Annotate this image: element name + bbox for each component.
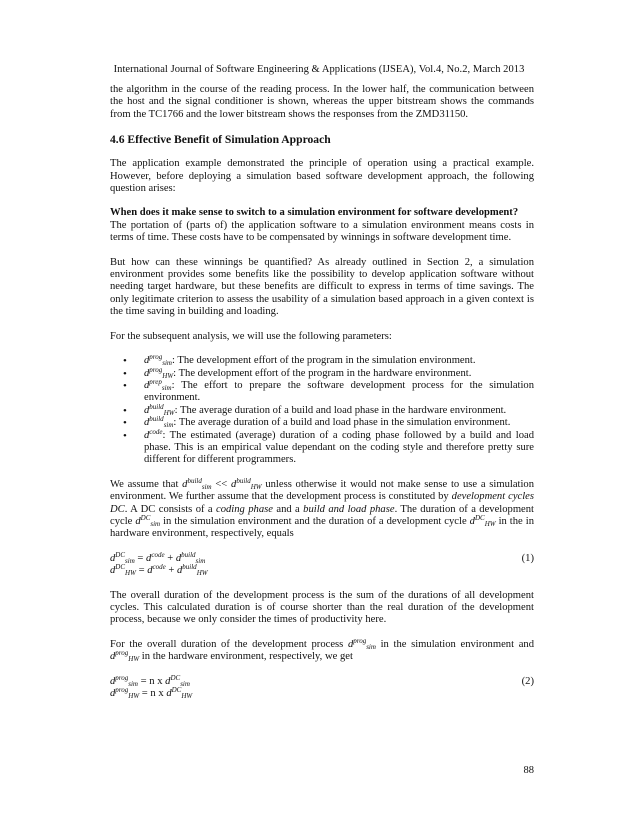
equation-block-2 [110,673,534,701]
paragraph: But how can these winnings be quantified? As already outlined in Section 2, a simulation environment provides some benefits like the possibility to develop application software without needing target hardware, but these benefits are difficult to express in terms of time savings. The only legitimate criterion to assess the usability of a simulation based approach in a given context is the time saving in building and loading. [110,256,534,318]
parameter-list [110,355,534,467]
list-item: • $d^{build}_{sim}$: The average duration of a build and load phase in the simulation environment. [144,417,534,429]
list-item: • $d^{prep}_{sim}$: The effort to prepare the software development process for the simulation environment. [144,380,534,405]
question-paragraph [110,207,534,244]
section-heading: 4.6 Effective Benefit of Simulation Approach [110,133,331,147]
list-item: • $d^{build}_{HW}$: The average duration of a build and load phase in the hardware environment. [144,405,534,417]
equation-block-1 [110,550,534,578]
param-description: The average duration of a build and load phase in the simulation environment. [178,417,511,429]
paragraph: For the subsequent analysis, we will use the following parameters: [110,330,392,342]
param-description: The development effort of the program in the hardware environment. [178,367,472,379]
param-description: The estimated (average) duration of a coding phase followed by a build and load phase. This is an empirical value dependant on the coding style and therefore pretty sure different for different programmers. [144,429,534,466]
question-text: When does it make sense to switch to a simulation environment for software development? [110,207,519,219]
paragraph-text: The portation of (parts of) the application software to a simulation environment means costs in terms of time. These costs have to be compensated by winnings in software development time. [110,219,534,244]
paragraph: The application example demonstrated the principle of operation using a practical example. However, before deploying a simulation based software development approach, the following question arises: [110,158,534,195]
paragraph: The overall duration of the development process is the sum of the durations of all development cycles. This calculated duration is of course shorter than the real duration of the development process, because we only consider the times of productivity here. [110,589,534,626]
page-number: 88 [523,765,534,776]
param-description: The effort to prepare the software development process for the simulation environment. [144,379,535,404]
list-item: • $d^{prog}_{sim}$: The development effort of the program in the simulation environment. [144,355,534,367]
equation-number: (1) [521,552,534,564]
param-description: The development effort of the program in the simulation environment. [177,355,476,367]
list-item: • $d^{prog}_{HW}$: The development effort of the program in the hardware environment. [144,368,534,380]
paragraph: the algorithm in the course of the reading process. In the lower half, the communication between the host and the signal conditioner is shown, whereas the upper bitstream shows the commands from the TC1766 and the lower bitstream shows the responses from the ZMD31150. [110,84,534,120]
journal-header: International Journal of Software Engineering & Applications (IJSEA), Vol.4, No.2, March 2013 [113,64,525,75]
equation-line: $d^{prog}_{HW} = n$ x $d^{DC}_{HW}$ [110,685,193,700]
equation-line: $d^{prog}_{sim} = n$ x $d^{DC}_{sim}$ (2) [110,673,534,688]
paragraph: For the overall duration of the development process $d^{prog}_{sim}$ in the simulation environment and $d^{prog}_{HW}$ in the hardware environment, respectively, we get [110,636,534,664]
page-content [110,84,534,712]
equation-line: $d^{DC}_{HW} = d^{code} + d^{build}_{HW}$ [110,563,208,578]
paragraph: We assume that $d^{build}_{sim} << d^{build}_{HW}$ unless otherwise it would not make sense to use a simulation environment. We further assume that the development process is constituted by development cycles DC. A DC consists of a coding phase and a build and load phase. The duration of a development cycle $d^{DC}_{sim}$ in the simulation environment and the duration of a development cycle $d^{DC}_{HW}$ in the in hardware environment, respectively, equals [110,476,535,540]
list-item: • $d^{code}$: The estimated (average) duration of a coding phase followed by a build and load phase. This is an empirical value dependant on the coding style and therefore pretty sure different for different programmers. [144,430,534,467]
param-description: The average duration of a build and load phase in the hardware environment. [179,404,507,416]
equation-line: $d^{DC}_{sim} = d^{code} + d^{build}_{sim}$ (1) [110,550,534,565]
equation-number: (2) [521,675,534,687]
